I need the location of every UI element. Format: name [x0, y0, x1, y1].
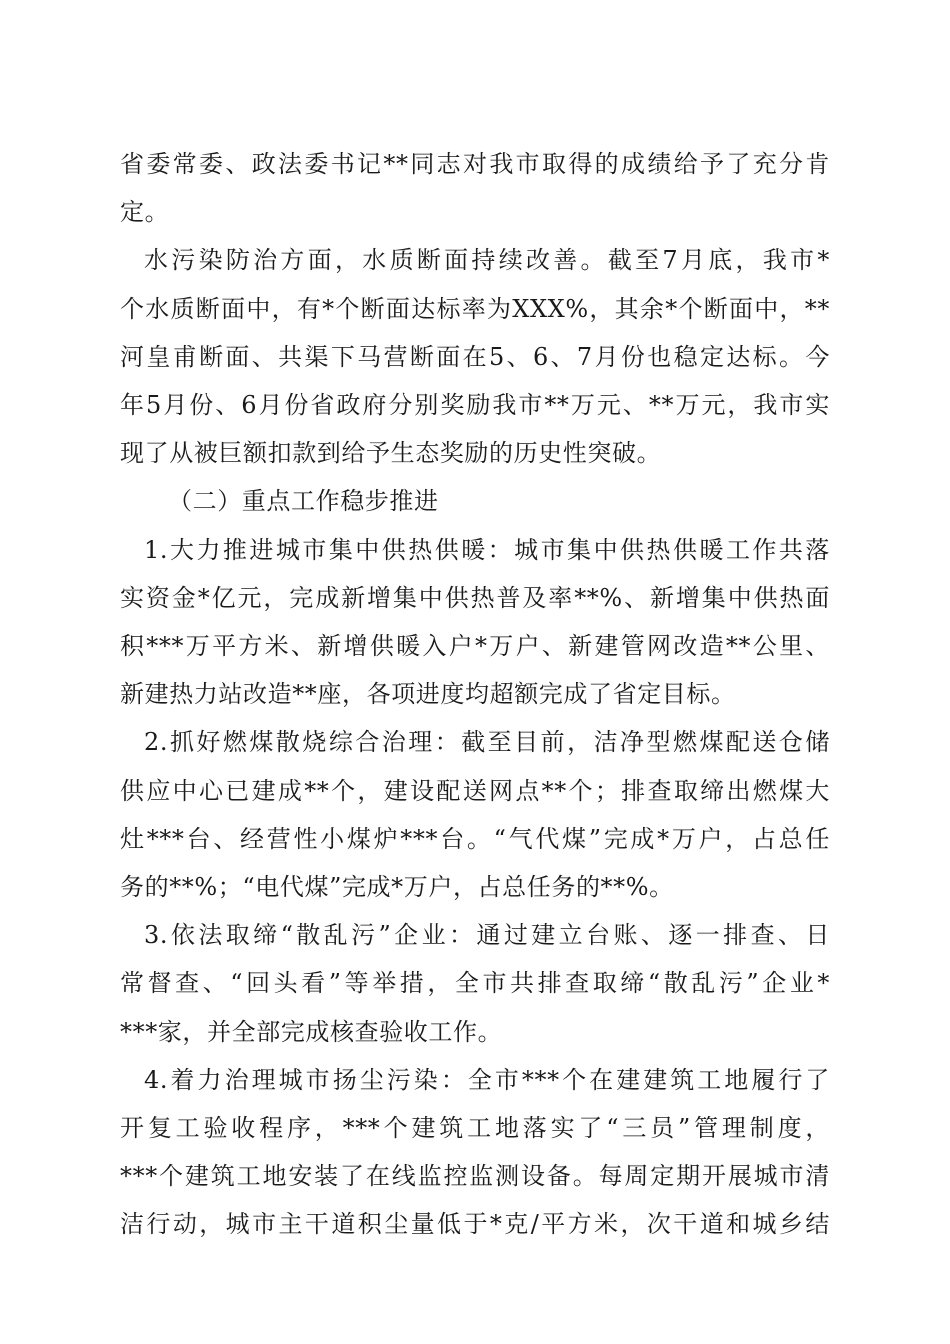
text-line: 新建热力站改造**座，各项进度均超额完成了省定目标。 — [120, 680, 736, 709]
text-line: 务的**%；“电代煤”完成*万户，占总任务的**%。 — [120, 873, 674, 902]
list-item-central-heating — [120, 526, 830, 719]
list-item-scattered-polluters — [120, 911, 830, 1056]
text-line: ***个建筑工地安装了在线监控监测设备。每周定期开展城市清 — [120, 1162, 830, 1191]
list-item-dust-pollution — [120, 1056, 830, 1249]
text-line: 积***万平方米、新增供暖入户*万户、新建管网改造**公里、 — [120, 632, 830, 661]
text-line: 4.着力治理城市扬尘污染：全市***个在建建筑工地履行了 — [144, 1065, 830, 1094]
paragraph-provincial-affirmation — [120, 140, 830, 236]
text-line: （二）重点工作稳步推进 — [168, 487, 439, 516]
text-line: 实资金*亿元，完成新增集中供热普及率**%、新增集中供热面 — [120, 583, 830, 612]
text-line: 洁行动，城市主干道积尘量低于*克/平方米，次干道和城乡结 — [120, 1210, 830, 1239]
text-line: 1.大力推进城市集中供热供暖：城市集中供热供暖工作共落 — [144, 535, 830, 564]
text-line: 水污染防治方面，水质断面持续改善。截至7月底，我市* — [144, 246, 830, 275]
text-line: 灶***台、经营性小煤炉***台。“气代煤”完成*万户，占总任 — [120, 824, 830, 853]
text-line: 常督查、“回头看”等举措，全市共排查取缔“散乱污”企业* — [120, 969, 830, 998]
text-line: 现了从被巨额扣款到给予生态奖励的历史性突破。 — [120, 439, 662, 468]
text-line: 开复工验收程序，***个建筑工地落实了“三员”管理制度， — [120, 1114, 830, 1143]
text-line: 供应中心已建成**个，建设配送网点**个；排查取缔出燃煤大 — [120, 776, 830, 805]
list-item-coal-burning — [120, 718, 830, 911]
text-line: 省委常委、政法委书记**同志对我市取得的成绩给予了充分肯 — [120, 150, 830, 178]
text-line: 定。 — [120, 198, 170, 227]
paragraph-water-pollution — [120, 236, 830, 477]
text-line: ***家，并全部完成核查验收工作。 — [120, 1017, 503, 1046]
text-line: 个水质断面中，有*个断面达标率为XXX%，其余*个断面中，** — [120, 294, 830, 323]
text-line: 2.抓好燃煤散烧综合治理：截至目前，洁净型燃煤配送仓储 — [144, 728, 830, 757]
section-heading-key-work — [120, 477, 830, 525]
document-page — [120, 140, 830, 1249]
text-line: 年5月份、6月份省政府分别奖励我市**万元、**万元，我市实 — [120, 391, 830, 420]
text-line: 河皇甫断面、共渠下马营断面在5、6、7月份也稳定达标。今 — [120, 342, 830, 371]
text-line: 3.依法取缔“散乱污”企业：通过建立台账、逐一排查、日 — [144, 921, 830, 950]
